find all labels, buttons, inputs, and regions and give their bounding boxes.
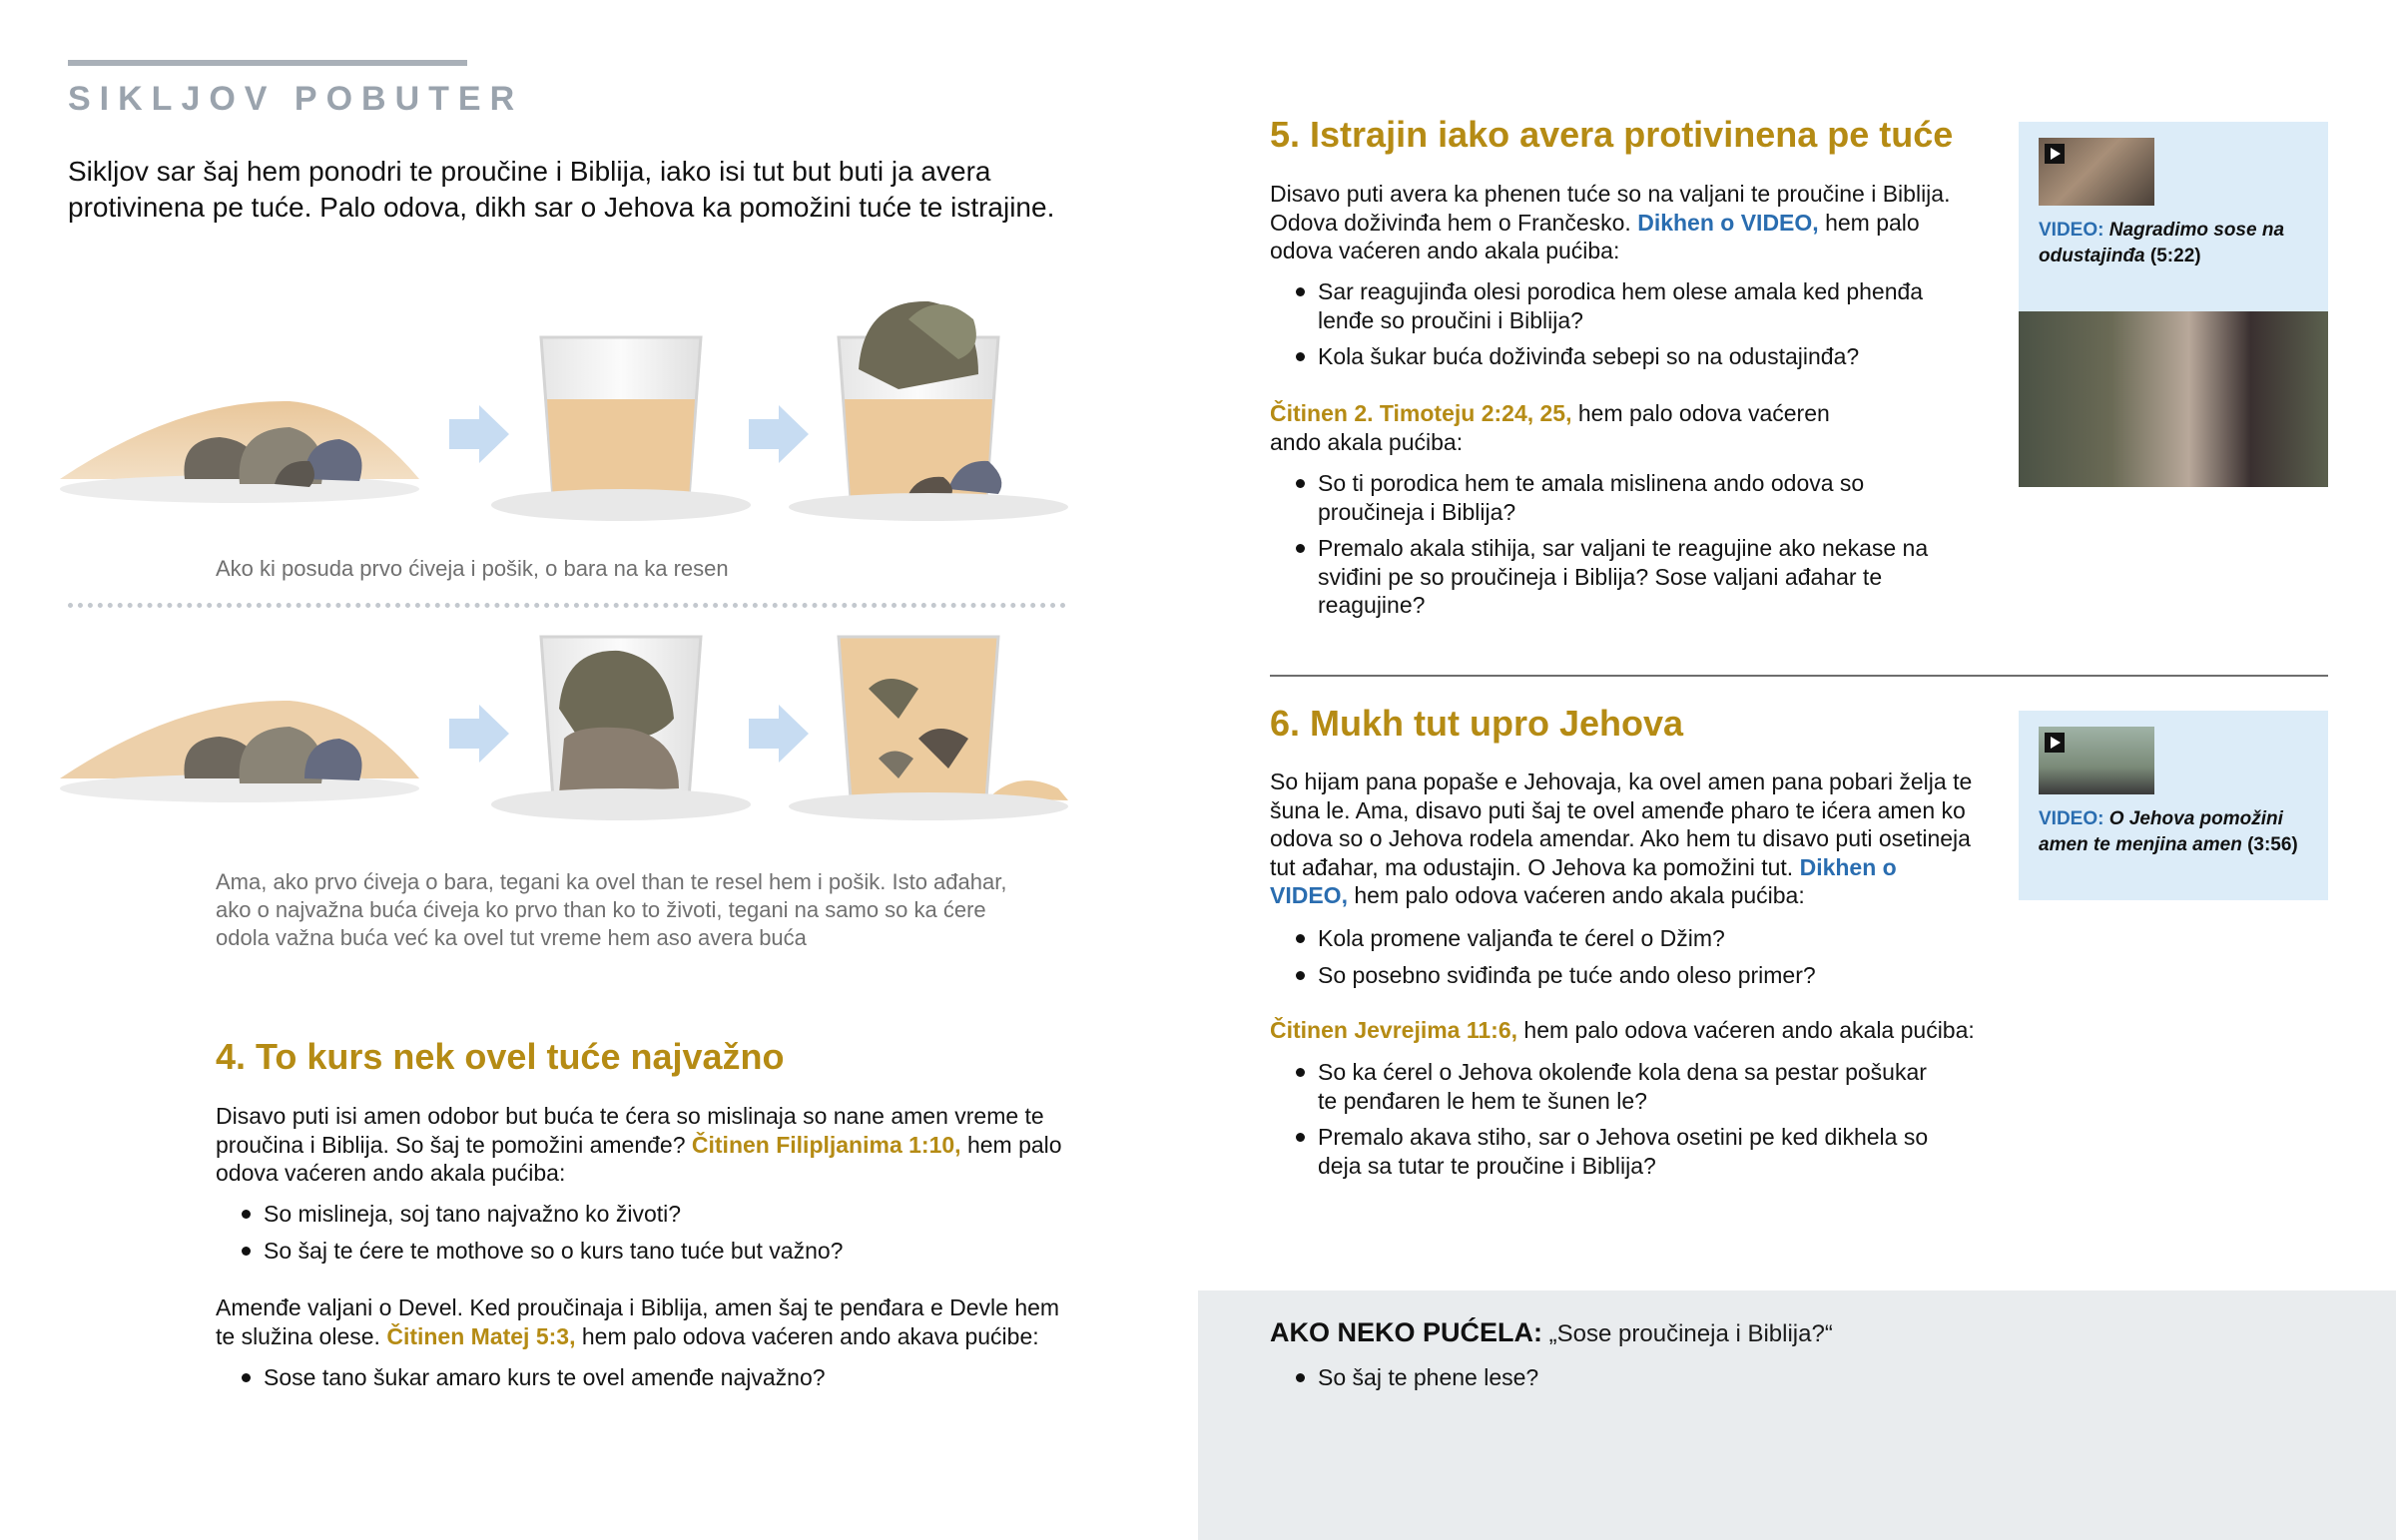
play-icon[interactable]: [2045, 733, 2065, 753]
glass-rocks: [491, 637, 751, 820]
arrow-icon: [749, 405, 809, 463]
arrow-icon: [749, 705, 809, 763]
section-5-paragraph-1: Disavo puti avera ka phenen tuće so na valjani te proučine i Biblija. Odova doživinđa hem o Frančesko. Dikhen o VIDEO, hem palo odova vaćeren ando akala pućiba:: [1270, 181, 1951, 263]
section-6-questions-2: [1270, 1058, 1949, 1188]
video-card-section-5[interactable]: [2019, 122, 2328, 311]
question-item: Sar reagujinđa olesi porodica hem olese amala ked phenđa lenđe so proučini i Biblija?: [1270, 277, 1929, 334]
illustration-bottom: [60, 629, 1118, 848]
section-4-questions-2: [216, 1363, 1064, 1400]
illustration-top: [60, 289, 1118, 549]
question-item: So ka ćerel o Jehova okolenđe kola dena sa pestar pošukar te penđaren le hem te šunen le?: [1270, 1058, 1949, 1115]
section-4-questions-1: [216, 1200, 1064, 1273]
video-still-photo: [2019, 311, 2328, 487]
question-item: Kola šukar buća doživinđa sebepi so na odustajinđa?: [1270, 342, 1929, 371]
question-item: Premalo akala stihija, sar valjani te reagujine ako nekase na sviđini pe so proučineja i Biblija? Sose valjani ađahar te reagujine?: [1270, 534, 1929, 620]
play-icon[interactable]: [2045, 144, 2065, 164]
section-6-paragraph-2: Čitinen Jevrejima 11:6, hem palo odova vaćeren ando akala pućiba:: [1270, 1017, 1975, 1043]
section-5-questions-1: [1270, 277, 1929, 379]
glass-full: [789, 637, 1068, 820]
caption-bottom: Ama, ako prvo ćiveja o bara, tegani ka ovel than te resel hem i pošik. Isto ađahar, ako o najvažna buća ćiveja ko prvo than ko to životi, tegani na samo so ka ćere odola važna buća već ka ovel tut vreme hem aso avera buća: [216, 869, 1007, 950]
glass-sand: [491, 337, 751, 521]
arrow-icon: [449, 705, 509, 763]
intro-paragraph: Sikljov sar šaj hem ponodri te proučine i Biblija, iako isi tut but buti ja avera protivinena pe tuće. Palo odova, dikh sar o Jehova ka pomožini tuće te istrajine.: [68, 156, 1055, 223]
section-5-title: 5. Istrajin iako avera protivinena pe tuće: [1270, 114, 1954, 155]
section-4-title: 4. To kurs nek ovel tuće najvažno: [216, 1036, 785, 1077]
video-link[interactable]: Dikhen o VIDEO,: [1637, 209, 1819, 236]
scripture-reference: Čitinen Jevrejima 11:6,: [1270, 1017, 1518, 1043]
question-item: So mislineja, soj tano najvažno ko životi?: [216, 1200, 1064, 1229]
section-6-questions-1: [1270, 924, 1969, 997]
video-thumbnail[interactable]: [2039, 138, 2154, 206]
section-5-questions-2: [1270, 469, 1929, 628]
section-4-paragraph-2: Amenđe valjani o Devel. Ked proučinaja i Biblija, amen šaj te penđara e Devle hem te služina olese. Čitinen Matej 5:3, hem palo odova vaćeren ando akava pućibe:: [216, 1294, 1060, 1349]
ask-heading: AKO NEKO PUĆELA: „Sose proučineja i Biblija?“: [1270, 1317, 1833, 1347]
section-6-paragraph-1: So hijam pana popaše e Jehovaja, ka ovel amen pana pobari želja te šuna le. Ama, disavo puti šaj te ovel amenđe pharo te ićera amen ko odova so o Jehova rodela amendar. Ako hem tu disavo puti osetineja tut ađahar, ma odustajin. O Jehova ka pomožini tut. Dikhen o VIDEO, hem palo odova vaćeren ando akala pućiba:: [1270, 769, 1973, 908]
video-thumbnail[interactable]: [2039, 727, 2154, 794]
video-caption: VIDEO: Nagradimo sose na odustajinđa (5:22): [2039, 220, 2285, 266]
video-caption: VIDEO: O Jehova pomožini amen te menjina amen (3:56): [2039, 808, 2298, 855]
question-item: So šaj te phene lese?: [1270, 1363, 1969, 1392]
glass-sand-overflow: [789, 301, 1068, 521]
arrow-icon: [449, 405, 509, 463]
section-6-title: 6. Mukh tut upro Jehova: [1270, 703, 1684, 744]
video-card-section-6[interactable]: [2019, 711, 2328, 900]
question-item: So ti porodica hem te amala mislinena ando odova so proučineja i Biblija?: [1270, 469, 1929, 526]
question-item: So šaj te ćere te mothove so o kurs tano tuće but važno?: [216, 1237, 1064, 1266]
caption-top: Ako ki posuda prvo ćiveja i pošik, o bara na ka resen: [216, 556, 729, 581]
dotted-divider: [68, 603, 1066, 608]
video-link[interactable]: Dikhen o VIDEO,: [1270, 853, 1897, 908]
question-item: So posebno sviđinđa pe tuće ando oleso primer?: [1270, 961, 1969, 990]
scripture-reference: Čitinen 2. Timoteju 2:24, 25,: [1270, 400, 1572, 426]
scripture-reference: Čitinen Matej 5:3,: [386, 1322, 576, 1349]
section-4-paragraph-1: Disavo puti isi amen odobor but buća te ćera so mislinaja so nane amen vreme te proučina i Biblija. So šaj te pomožini amenđe? Čitinen Filipljanima 1:10, hem palo odova vaćeren ando akala pućiba:: [216, 1103, 1062, 1186]
question-item: Sose tano šukar amaro kurs te ovel amenđe najvažno?: [216, 1363, 1064, 1392]
scripture-reference: Čitinen Filipljanima 1:10,: [691, 1131, 961, 1158]
question-item: Kola promene valjanđa te ćerel o Džim?: [1270, 924, 1969, 953]
question-item: Premalo akava stiho, sar o Jehova osetini pe ked dikhela so deja sa tutar te proučine i Biblija?: [1270, 1123, 1949, 1180]
ask-questions: [1270, 1363, 1969, 1400]
title-rule: [68, 60, 467, 66]
page-section-title: SIKLJOV POBUTER: [68, 80, 524, 118]
section-5-paragraph-2: Čitinen 2. Timoteju 2:24, 25, hem palo odova vaćeren ando akala pućiba:: [1270, 400, 1830, 455]
section-divider: [1270, 675, 2328, 677]
